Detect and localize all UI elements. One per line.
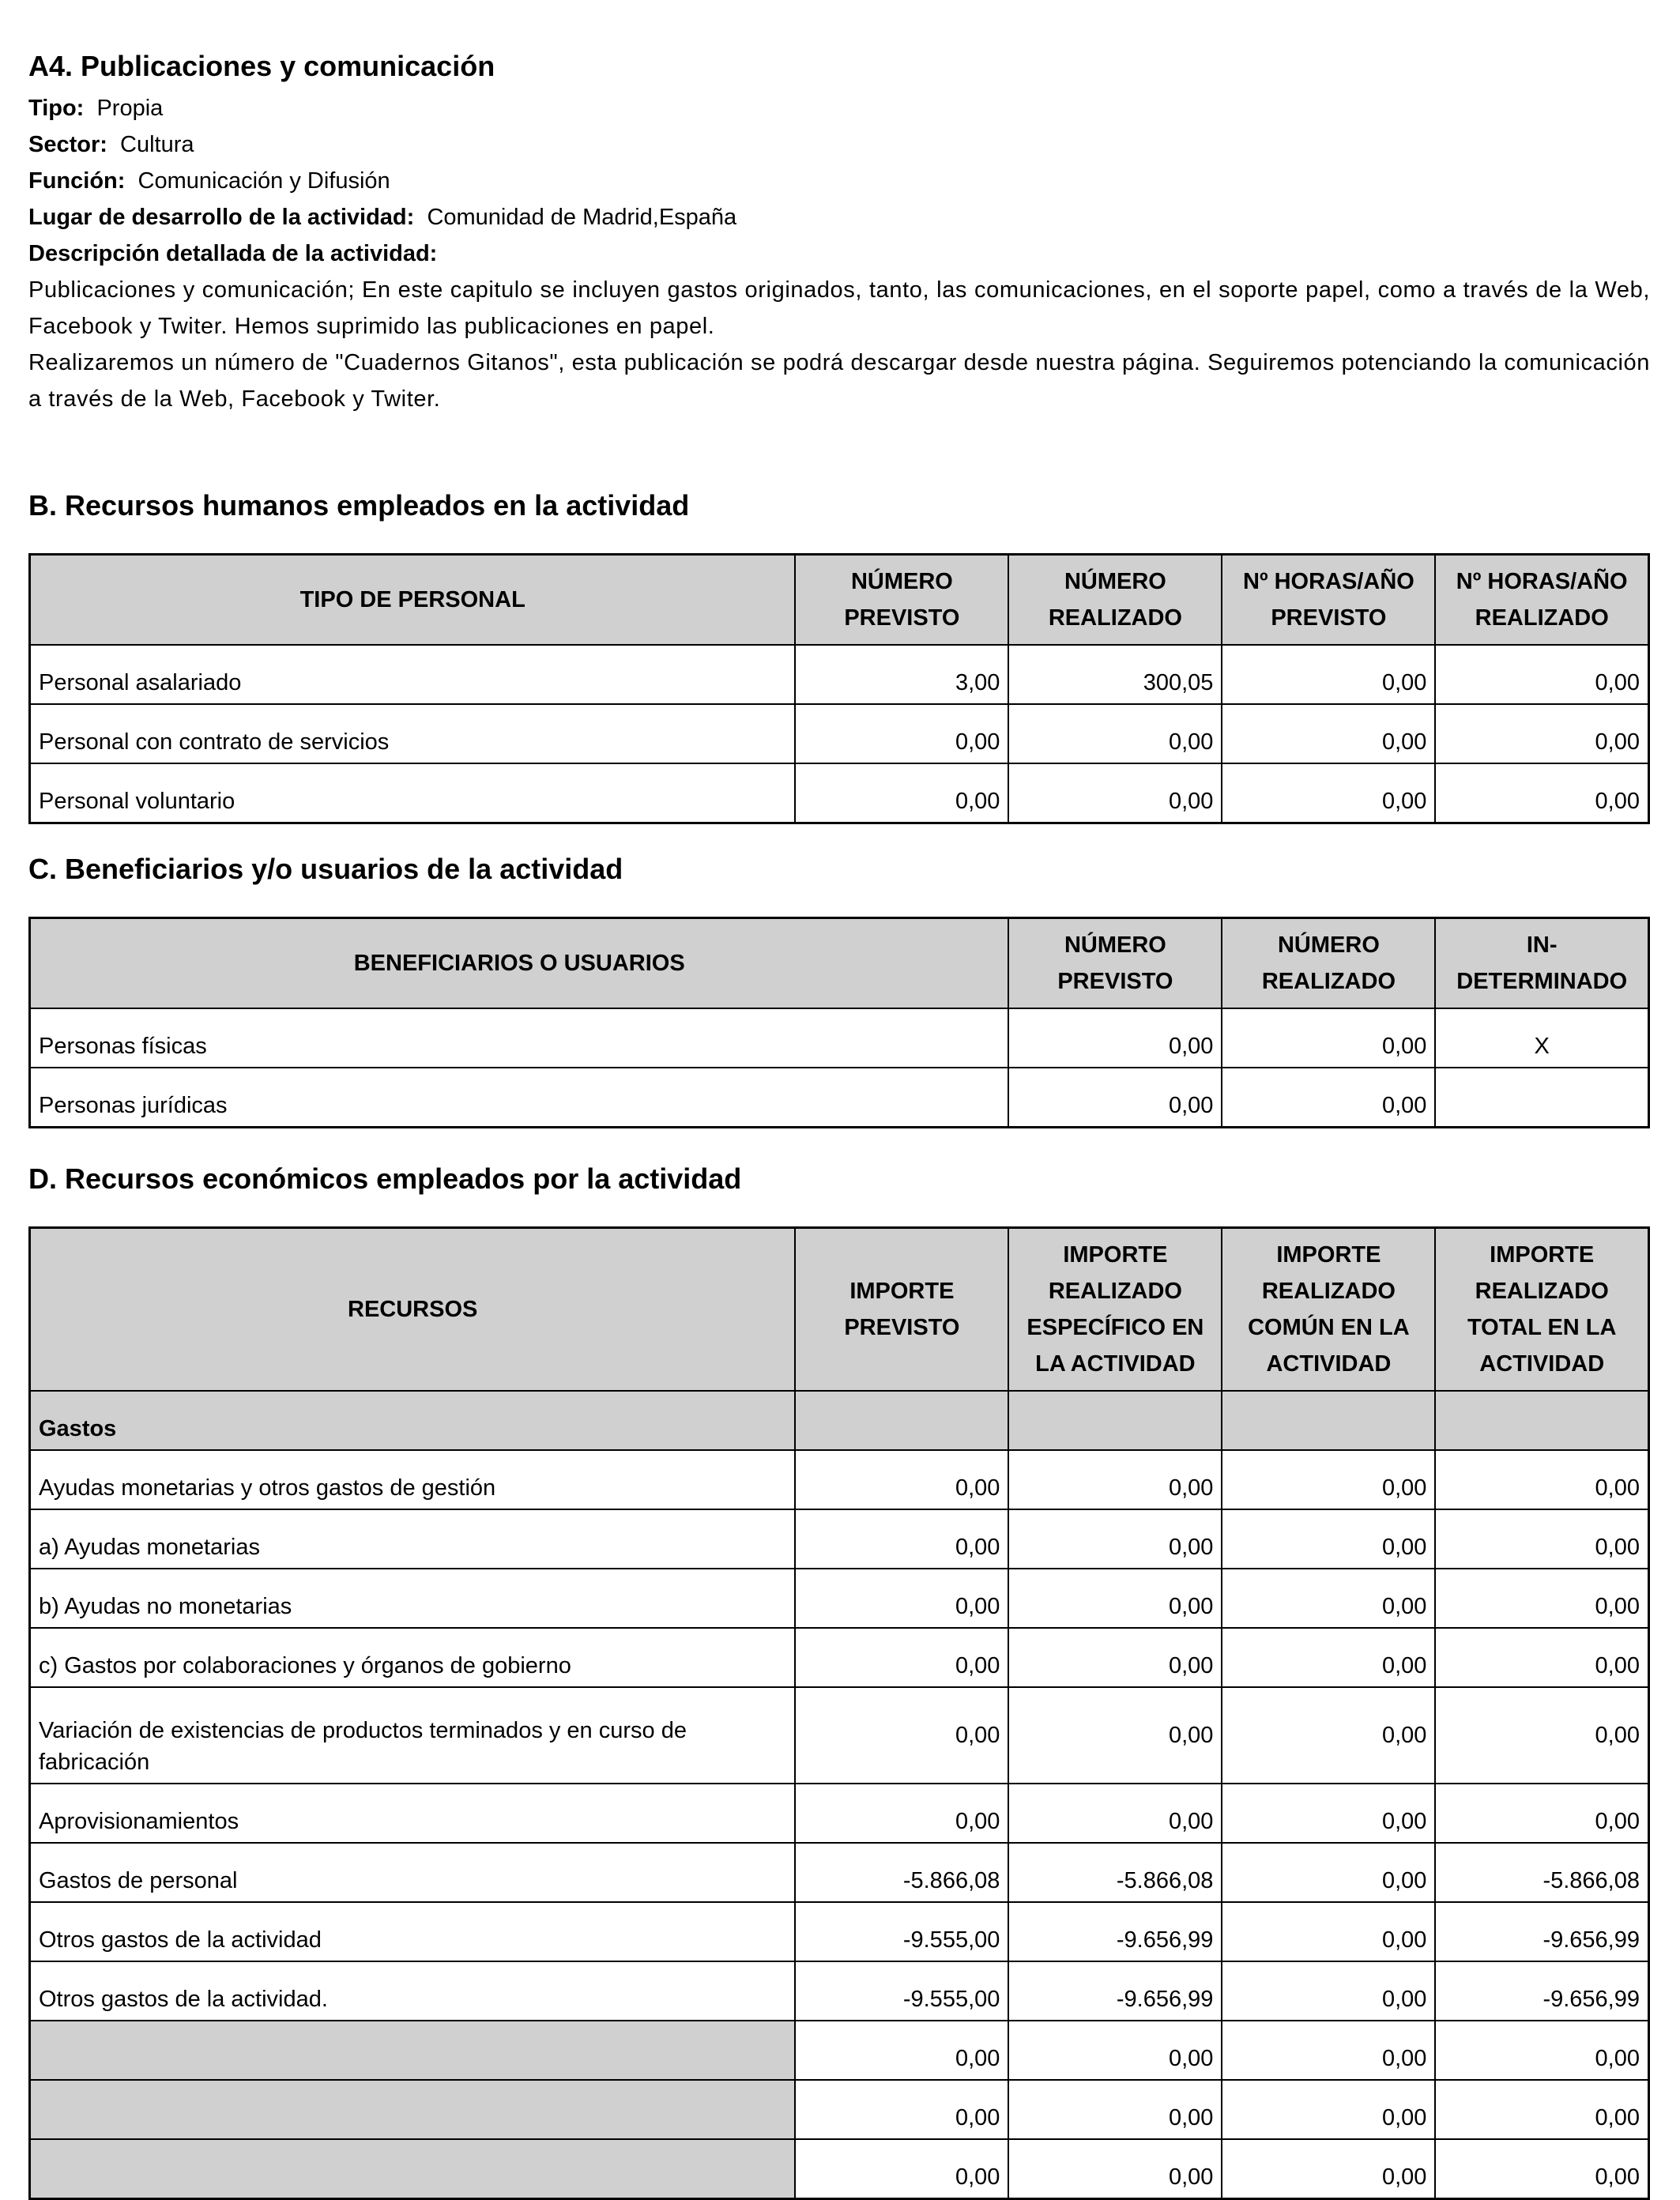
header-row: [30, 1228, 1649, 1391]
row-label: Otros gastos de la actividad: [30, 1902, 796, 1961]
cell: 0,00: [1008, 704, 1222, 763]
cell: -9.656,99: [1008, 1961, 1222, 2021]
col-header: IMPORTE PREVISTO: [795, 1228, 1008, 1391]
cell: 0,00: [1435, 1509, 1648, 1569]
table-row: [30, 1961, 1649, 2021]
col-header: Nº HORAS/AÑO REALIZADO: [1435, 555, 1648, 645]
cell: 0,00: [1008, 2080, 1222, 2139]
field-sector-label: Sector:: [28, 132, 107, 157]
table-row: [30, 1784, 1649, 1843]
field-sector-value: Cultura: [120, 132, 194, 157]
cell: 0,00: [1222, 1008, 1435, 1068]
cell: -9.555,00: [795, 1961, 1008, 2021]
cell: 0,00: [795, 1509, 1008, 1569]
row-label: Personal asalariado: [30, 645, 796, 704]
row-label: Ayudas monetarias y otros gastos de gestión: [30, 1450, 796, 1509]
col-header: BENEFICIARIOS O USUARIOS: [30, 918, 1009, 1008]
cell: 0,00: [795, 2021, 1008, 2080]
cell: [795, 1391, 1008, 1450]
field-tipo-label: Tipo:: [28, 96, 85, 121]
cell: 0,00: [1435, 1628, 1648, 1687]
cell: 0,00: [1008, 1784, 1222, 1843]
field-lugar-label: Lugar de desarrollo de la actividad:: [28, 205, 415, 230]
economic-resources-table: [28, 1226, 1650, 2200]
cell: 0,00: [1222, 1628, 1435, 1687]
cell: -9.656,99: [1435, 1902, 1648, 1961]
row-label: Otros gastos de la actividad.: [30, 1961, 796, 2021]
section-b-title: B. Recursos humanos empleados en la actividad: [28, 489, 690, 522]
col-header: IMPORTE REALIZADO COMÚN EN LA ACTIVIDAD: [1222, 1228, 1435, 1391]
cell: 0,00: [795, 1450, 1008, 1509]
cell: 0,00: [1008, 1687, 1222, 1784]
row-label: Aprovisionamientos: [30, 1784, 796, 1843]
cell: 0,00: [1435, 1569, 1648, 1628]
col-header: Nº HORAS/AÑO PREVISTO: [1222, 555, 1435, 645]
cell: 0,00: [795, 1784, 1008, 1843]
col-header: NÚMERO PREVISTO: [1008, 918, 1222, 1008]
cell: 0,00: [1222, 1569, 1435, 1628]
cell: 0,00: [795, 1628, 1008, 1687]
header-row: [30, 555, 1649, 645]
row-label: [30, 2080, 796, 2139]
cell: 0,00: [1008, 1450, 1222, 1509]
col-header: NÚMERO REALIZADO: [1222, 918, 1435, 1008]
row-label: [30, 2021, 796, 2080]
col-header: TIPO DE PERSONAL: [30, 555, 796, 645]
cell: 0,00: [1222, 2080, 1435, 2139]
cell: 0,00: [1008, 2139, 1222, 2199]
cell-indeterminado: X: [1435, 1008, 1648, 1068]
cell: 0,00: [1222, 1068, 1435, 1128]
table-row: [30, 1843, 1649, 1902]
cell: 0,00: [1008, 1008, 1222, 1068]
cell: 0,00: [1008, 1509, 1222, 1569]
cell: 0,00: [795, 2139, 1008, 2199]
row-label: b) Ayudas no monetarias: [30, 1569, 796, 1628]
cell: 0,00: [1008, 1628, 1222, 1687]
cell: 0,00: [1222, 763, 1435, 823]
group-label: Gastos: [30, 1391, 796, 1450]
description-paragraph-2: Realizaremos un número de "Cuadernos Gitanos", esta publicación se podrá descargar desde nuestra página. Seguiremos potenciando la comunicación a través de la Web, Facebook y Twiter.: [28, 350, 1650, 412]
cell: 0,00: [1222, 1509, 1435, 1569]
field-lugar-value: Comunidad de Madrid,España: [427, 205, 737, 230]
col-header: IN- DETERMINADO: [1435, 918, 1648, 1008]
cell: 0,00: [1435, 1784, 1648, 1843]
cell: 0,00: [795, 1569, 1008, 1628]
field-funcion: [28, 163, 390, 199]
field-sector: [28, 126, 194, 163]
row-label: Personas físicas: [30, 1008, 1009, 1068]
col-header: RECURSOS: [30, 1228, 796, 1391]
header-row: [30, 918, 1649, 1008]
table-row: [30, 1068, 1649, 1128]
row-label: [30, 2139, 796, 2199]
col-header: NÚMERO PREVISTO: [795, 555, 1008, 645]
cell: 0,00: [1008, 1068, 1222, 1128]
cell: 0,00: [1435, 2080, 1648, 2139]
table-row: [30, 1509, 1649, 1569]
field-funcion-value: Comunicación y Difusión: [137, 168, 390, 194]
cell: 0,00: [1435, 1687, 1648, 1784]
table-row: [30, 1569, 1649, 1628]
field-tipo-value: Propia: [96, 96, 164, 121]
cell: 0,00: [1222, 645, 1435, 704]
activity-title: A4. Publicaciones y comunicación: [28, 50, 495, 82]
section-c-title: C. Beneficiarios y/o usuarios de la actividad: [28, 853, 623, 885]
cell: 0,00: [1435, 704, 1648, 763]
col-header: NÚMERO REALIZADO: [1008, 555, 1222, 645]
cell: [1222, 1391, 1435, 1450]
group-row: [30, 1391, 1649, 1450]
cell: 3,00: [795, 645, 1008, 704]
cell: 0,00: [795, 1687, 1008, 1784]
description-label: Descripción detallada de la actividad:: [28, 241, 438, 266]
col-header: IMPORTE REALIZADO TOTAL EN LA ACTIVIDAD: [1435, 1228, 1648, 1391]
table-row: [30, 2021, 1649, 2080]
cell: 0,00: [1222, 1902, 1435, 1961]
cell: 0,00: [1222, 2021, 1435, 2080]
beneficiaries-table: [28, 917, 1650, 1128]
cell: 300,05: [1008, 645, 1222, 704]
cell: 0,00: [1008, 763, 1222, 823]
cell: 0,00: [1222, 1961, 1435, 2021]
cell: 0,00: [795, 763, 1008, 823]
table-row: [30, 1902, 1649, 1961]
cell: 0,00: [795, 704, 1008, 763]
cell: -5.866,08: [1008, 1843, 1222, 1902]
cell: 0,00: [1008, 2021, 1222, 2080]
cell: -9.656,99: [1008, 1902, 1222, 1961]
cell: -5.866,08: [795, 1843, 1008, 1902]
table-row: [30, 2139, 1649, 2199]
table-row: [30, 2080, 1649, 2139]
cell: -5.866,08: [1435, 1843, 1648, 1902]
col-header: IMPORTE REALIZADO ESPECÍFICO EN LA ACTIVIDAD: [1008, 1228, 1222, 1391]
cell: 0,00: [1222, 1843, 1435, 1902]
table-row: [30, 1450, 1649, 1509]
section-d-title: D. Recursos económicos empleados por la actividad: [28, 1162, 742, 1195]
row-label: Personas jurídicas: [30, 1068, 1009, 1128]
row-label: Personal voluntario: [30, 763, 796, 823]
cell: 0,00: [1222, 1687, 1435, 1784]
cell: 0,00: [1222, 1784, 1435, 1843]
field-tipo: [28, 90, 163, 126]
cell: [1435, 1391, 1648, 1450]
cell: 0,00: [1435, 763, 1648, 823]
table-row: [30, 763, 1649, 823]
row-label: Variación de existencias de productos terminados y en curso de fabricación: [30, 1687, 796, 1784]
description-body: [28, 272, 1650, 417]
human-resources-table: [28, 553, 1650, 824]
row-label: Gastos de personal: [30, 1843, 796, 1902]
row-label: a) Ayudas monetarias: [30, 1509, 796, 1569]
table-row: [30, 1687, 1649, 1784]
description-paragraph-1: Publicaciones y comunicación; En este capitulo se incluyen gastos originados, tanto, las comunicaciones, en el soporte papel, como a través de la Web, Facebook y Twiter. Hemos suprimido las publicaciones en papel.: [28, 277, 1650, 339]
cell: 0,00: [795, 2080, 1008, 2139]
cell: 0,00: [1222, 1450, 1435, 1509]
row-label: Personal con contrato de servicios: [30, 704, 796, 763]
cell: 0,00: [1435, 2139, 1648, 2199]
field-lugar: [28, 199, 736, 235]
cell: 0,00: [1435, 1450, 1648, 1509]
table-row: [30, 645, 1649, 704]
cell: 0,00: [1435, 2021, 1648, 2080]
field-funcion-label: Función:: [28, 168, 126, 194]
description-label-row: [28, 235, 437, 272]
cell: 0,00: [1435, 645, 1648, 704]
cell: 0,00: [1222, 2139, 1435, 2199]
cell: 0,00: [1008, 1569, 1222, 1628]
cell: -9.656,99: [1435, 1961, 1648, 2021]
table-row: [30, 1008, 1649, 1068]
cell: -9.555,00: [795, 1902, 1008, 1961]
cell-indeterminado: [1435, 1068, 1648, 1128]
cell: 0,00: [1222, 704, 1435, 763]
cell: [1008, 1391, 1222, 1450]
table-row: [30, 704, 1649, 763]
row-label: c) Gastos por colaboraciones y órganos de gobierno: [30, 1628, 796, 1687]
table-row: [30, 1628, 1649, 1687]
